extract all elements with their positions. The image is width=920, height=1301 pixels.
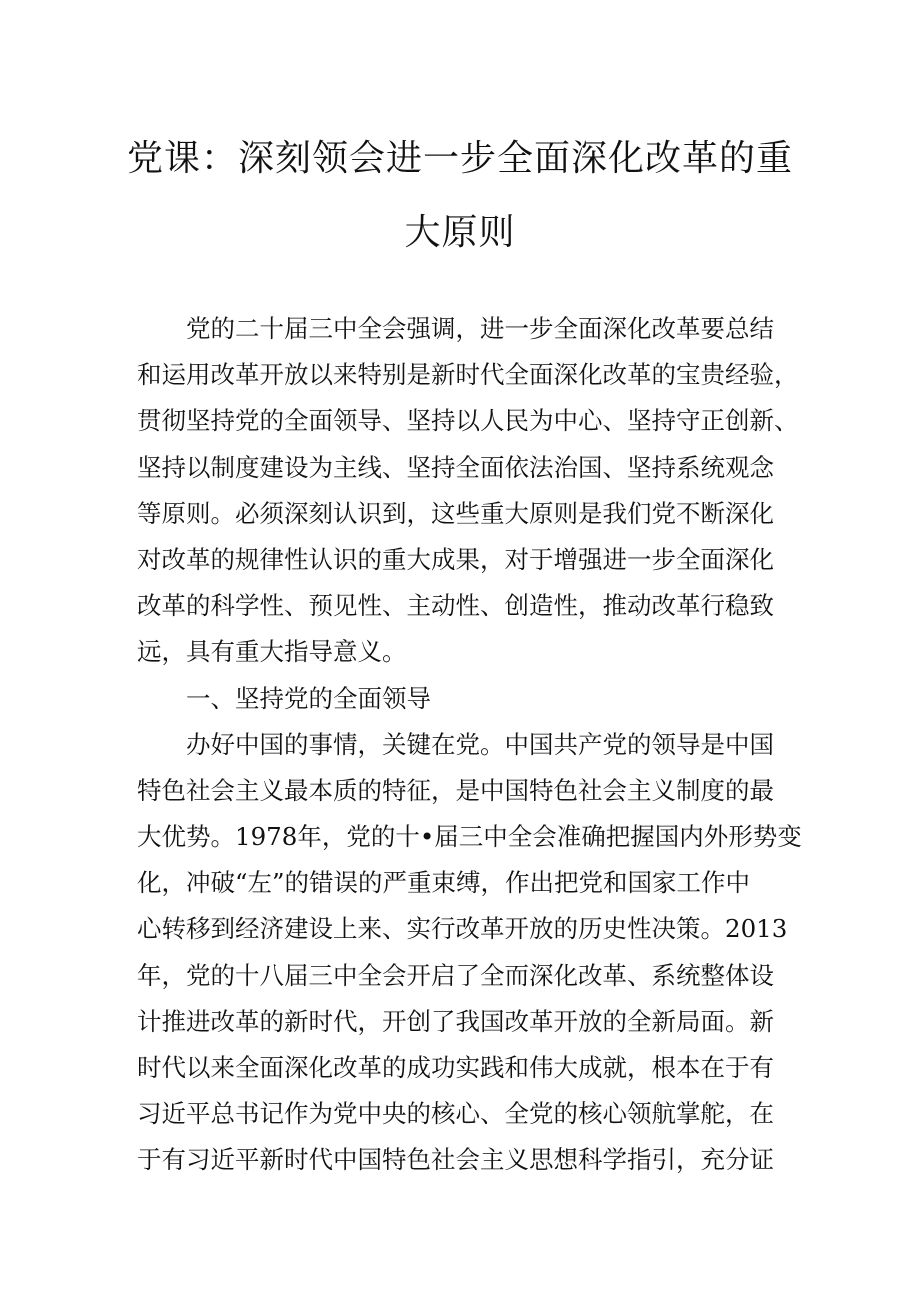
body-line: 党的二十届三中全会强调，进一步全面深化改革要总结: [137, 314, 774, 343]
body-line: 远，具有重大指导意义。: [137, 637, 407, 667]
body-line: 办好中国的事情，关键在党。中国共产党的领导是中国: [137, 729, 774, 759]
body-line: 年，党的十八届三中全会开启了全而深化改革、系统整体设: [137, 960, 774, 990]
body-line: 于有习近平新时代中国特色社会主义思想科学指引，充分证: [137, 1145, 774, 1175]
body-line: 心转移到经济建设上来、实行改革开放的历史性决策。2013: [137, 914, 788, 944]
body-line: 贯彻坚持党的全面领导、坚持以人民为中心、坚持守正创新、: [137, 406, 799, 436]
body-line: 和运用改革开放以来特别是新时代全面深化改革的宝贵经验，: [137, 360, 799, 390]
body-line: 等原则。必须深刻认识到，这些重大原则是我们党不断深化: [137, 498, 774, 528]
body-line: 改革的科学性、预见性、主动性、创造性，推动改革行稳致: [137, 591, 774, 621]
body-line: 坚持以制度建设为主线、坚持全面依法治国、坚持系统观念: [137, 452, 774, 482]
document-body: [137, 306, 802, 1184]
body-line: 特色社会主义最本质的特征，是中国特色社会主义制度的最: [137, 775, 774, 805]
body-line: 时代以来全面深化改革的成功实践和伟大成就，根本在于有: [137, 1053, 774, 1082]
body-line: 习近平总书记作为党中央的核心、全党的核心领航掌舵，在: [137, 1099, 774, 1129]
document-title-line-2: 大原则: [404, 212, 516, 253]
section-heading: 一、坚持党的全面领导: [137, 683, 431, 713]
body-line: 大优势。1978年，党的十•届三中全会准确把握国内外形势变: [137, 822, 802, 852]
body-line: 化，冲破“左”的错误的严重束缚，作出把党和国家工作中: [137, 868, 751, 898]
body-line: 计推进改革的新时代，开创了我国改革开放的全新局面。新: [137, 1006, 774, 1036]
body-line: 对改革的规律性认识的重大成果，对于增强进一步全面深化: [137, 544, 774, 574]
document-title-line-1: 党课：深刻领会进一步全面深化改革的重: [126, 138, 793, 179]
